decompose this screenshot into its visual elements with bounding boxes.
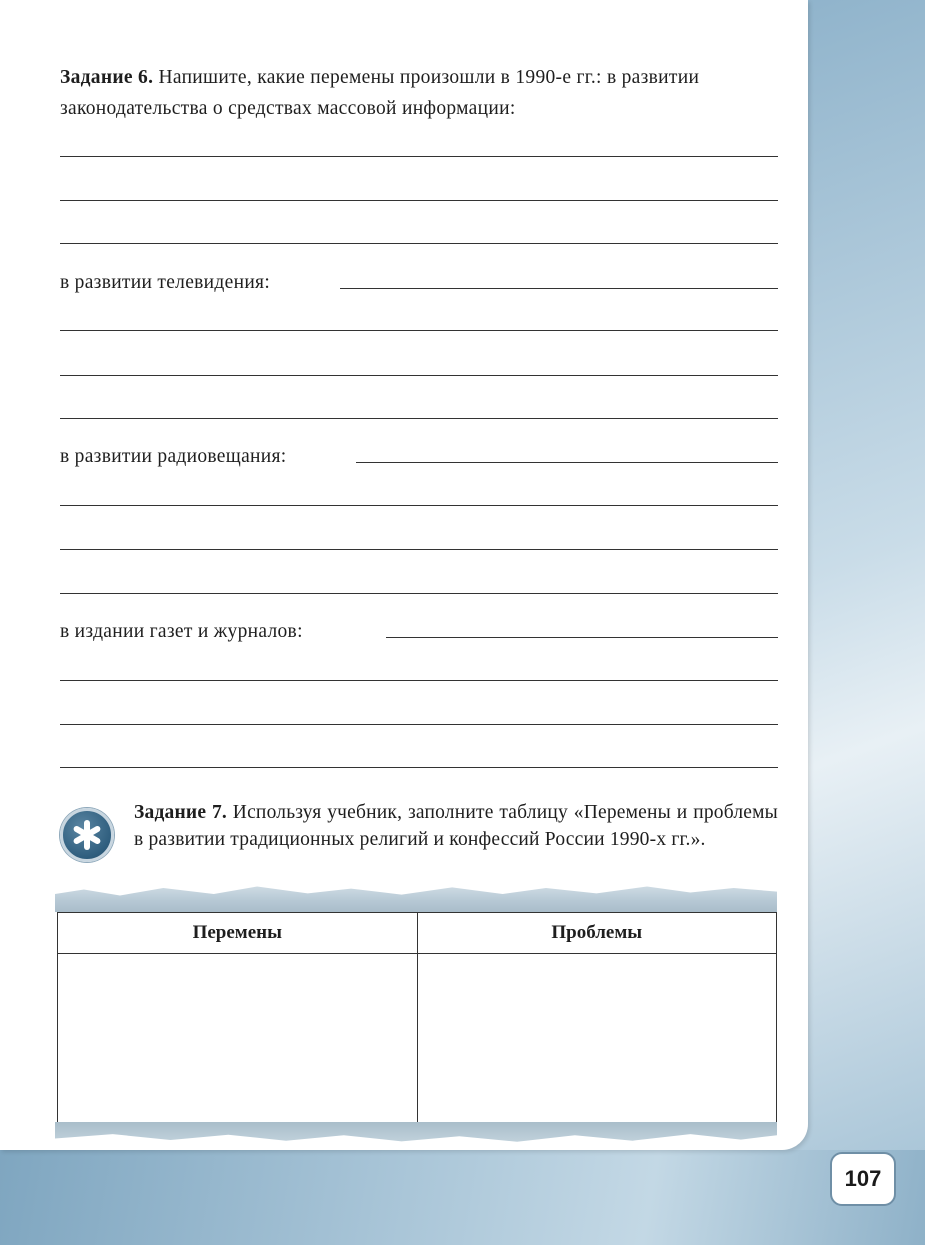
answer-line[interactable]: [60, 549, 778, 550]
task7-text: Используя учебник, заполните таблицу «Перемены и проблемы в развитии традиционных религий и конфессий России 1990-х гг.».: [134, 802, 778, 850]
table-header-problems: Проблемы: [417, 913, 777, 954]
torn-paper-decoration: [55, 882, 777, 912]
table-header-row: [58, 913, 777, 954]
answer-line[interactable]: [60, 330, 778, 331]
answer-line[interactable]: [60, 767, 778, 768]
task6-section-label-tv: в развитии телевидения:: [60, 272, 271, 293]
asterisk-icon: [60, 808, 114, 862]
table-cell-changes[interactable]: [58, 954, 418, 1125]
table-row: [58, 954, 777, 1125]
table-cell-problems[interactable]: [417, 954, 777, 1125]
task6-heading: [60, 62, 780, 124]
answer-line[interactable]: [356, 462, 778, 463]
task6-section-label-legislation: в развитии законодательства о средствах массовой информации:: [60, 67, 700, 119]
answer-line[interactable]: [386, 637, 778, 638]
task7-title: Задание 7.: [134, 802, 227, 823]
task6-title: Задание 6.: [60, 67, 154, 88]
answer-line[interactable]: [340, 288, 778, 289]
answer-line[interactable]: [60, 593, 778, 594]
background-facet-bottom: [0, 1150, 925, 1245]
changes-problems-table: [57, 912, 777, 1125]
task6-prompt: Напишите, какие перемены произошли в 1990-е гг.:: [158, 67, 602, 88]
torn-paper-decoration: [55, 1122, 777, 1144]
table-header-changes: Перемены: [58, 913, 418, 954]
task6-section-label-press: в издании газет и журналов:: [60, 621, 303, 642]
answer-line[interactable]: [60, 156, 778, 157]
answer-line[interactable]: [60, 375, 778, 376]
answer-line[interactable]: [60, 418, 778, 419]
answer-line[interactable]: [60, 243, 778, 244]
answer-line[interactable]: [60, 505, 778, 506]
task7-heading: [134, 800, 778, 853]
answer-line[interactable]: [60, 724, 778, 725]
page-number: 107: [830, 1152, 896, 1206]
answer-line[interactable]: [60, 680, 778, 681]
answer-line[interactable]: [60, 200, 778, 201]
task6-section-label-radio: в развитии радиовещания:: [60, 446, 287, 467]
